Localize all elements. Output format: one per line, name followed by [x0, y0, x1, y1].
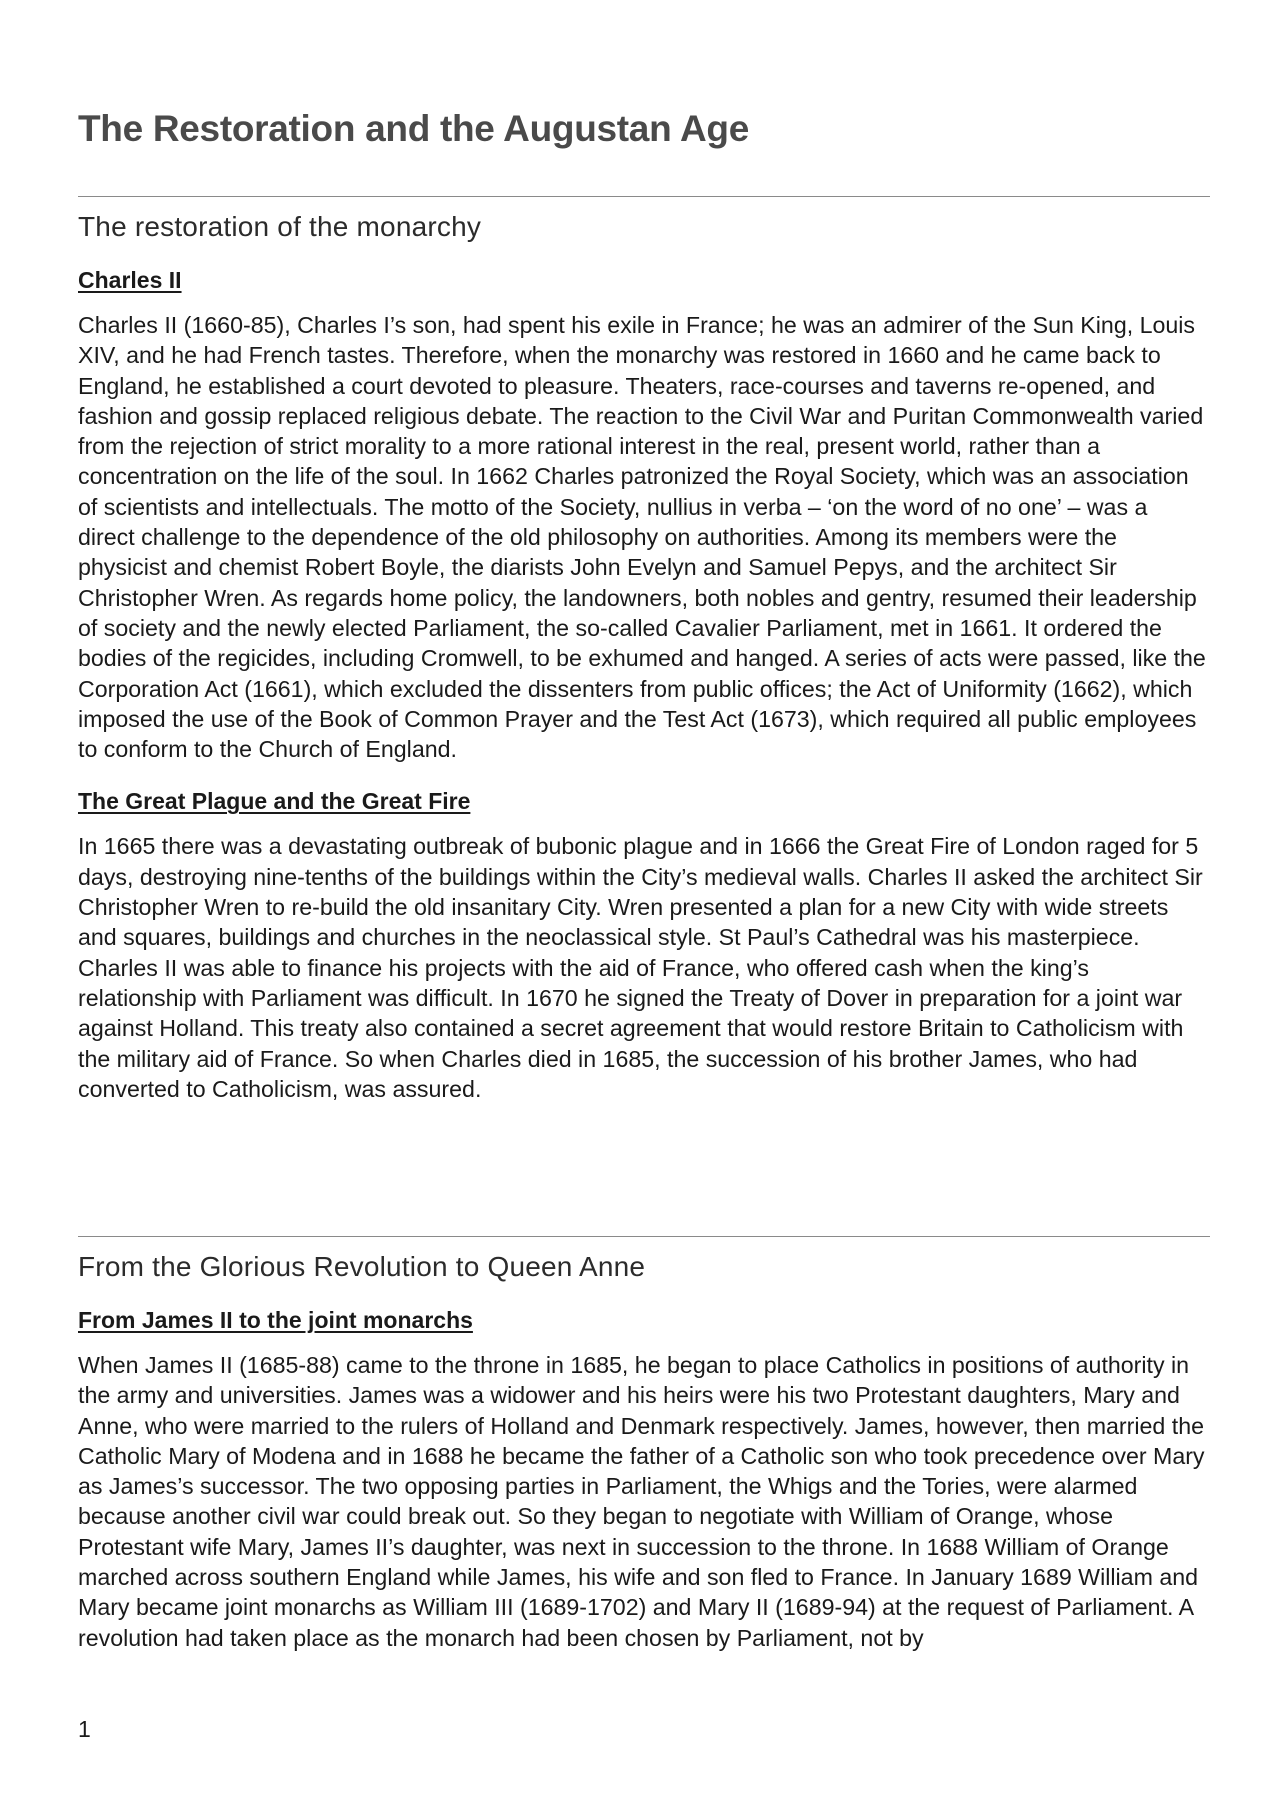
document-title: The Restoration and the Augustan Age — [78, 108, 749, 149]
subsection-heading-plague-fire: The Great Plague and the Great Fire — [78, 788, 471, 815]
paragraph-charles-ii: Charles II (1660-85), Charles I’s son, had spent his exile in France; he was an admirer of the Sun King, Louis XIV, and he had French tastes. Therefore, when the monarchy was restored in 1660 and he came back to England, he established a court devoted to pleasure. Theaters, race-courses and taverns re-opened, and fashion and gossip replaced religious debate. The reaction to the Civil War and Puritan Commonwealth varied from the rejection of strict morality to a more rational interest in the real, present world, rather than a concentration on the life of the soul. In 1662 Charles patronized the Royal Society, which was an association of scientists and intellectuals. The motto of the Society, nullius in verba – ‘on the word of no one’ – was a direct challenge to the dependence of the old philosophy on authorities. Among its members were the physicist and chemist Robert Boyle, the diarists John Evelyn and Samuel Pepys, and the architect Sir Christopher Wren. As regards home policy, the landowners, both nobles and gentry, resumed their leadership of society and the newly elected Parliament, the so-called Cavalier Parliament, met in 1661. It ordered the bodies of the regicides, including Cromwell, to be exhumed and hanged. A series of acts were passed, like the Corporation Act (1661), which excluded the dissenters from public offices; the Act of Uniformity (1662), which imposed the use of the Book of Common Prayer and the Test Act (1673), which required all public employees to conform to the Church of England. — [78, 312, 1206, 763]
subsection-heading-james-ii: From James II to the joint monarchs — [78, 1307, 473, 1333]
section-divider — [78, 196, 1210, 197]
document-page — [78, 0, 1210, 1811]
paragraph-plague-fire: In 1665 there was a devastating outbreak of bubonic plague and in 1666 the Great Fire of London raged for 5 days, destroying nine-tenths of the buildings within the City’s medieval walls. Charles II asked the architect Sir Christopher Wren to re-build the old insanitary City. Wren presented a plan for a new City with wide streets and squares, buildings and churches in the neoclassical style. St Paul’s Cathedral was his masterpiece. Charles II was able to finance his projects with the aid of France, who offered cash when the king’s relationship with Parliament was difficult. In 1670 he signed the Treaty of Dover in preparation for a joint war against Holland. This treaty also contained a secret agreement that would restore Britain to Catholicism with the military aid of France. So when Charles died in 1685, the succession of his brother James, who had converted to Catholicism, was assured. — [78, 833, 1203, 1102]
section-heading: From the Glorious Revolution to Queen Anne — [78, 1251, 646, 1282]
section-divider — [78, 1236, 1210, 1237]
page-number: 1 — [78, 1716, 91, 1742]
section-glorious-revolution — [78, 1236, 1210, 1653]
section-restoration — [78, 196, 1210, 1104]
section-heading: The restoration of the monarchy — [78, 211, 482, 242]
subsection-heading-charles-ii: Charles II — [78, 267, 182, 293]
paragraph-james-ii: When James II (1685-88) came to the throne in 1685, he began to place Catholics in positions of authority in the army and universities. James was a widower and his heirs were his two Protestant daughters, Mary and Anne, who were married to the rulers of Holland and Denmark respectively. James, however, then married the Catholic Mary of Modena and in 1688 he became the father of a Catholic son who took precedence over Mary as James’s successor. The two opposing parties in Parliament, the Whigs and the Tories, were alarmed because another civil war could break out. So they began to negotiate with William of Orange, whose Protestant wife Mary, James II’s daughter, was next in succession to the throne. In 1688 William of Orange marched across southern England while James, his wife and son fled to France. In January 1689 William and Mary became joint monarchs as William III (1689-1702) and Mary II (1689-94) at the request of Parliament. A revolution had taken place as the monarch had been chosen by Parliament, not by — [78, 1352, 1205, 1651]
